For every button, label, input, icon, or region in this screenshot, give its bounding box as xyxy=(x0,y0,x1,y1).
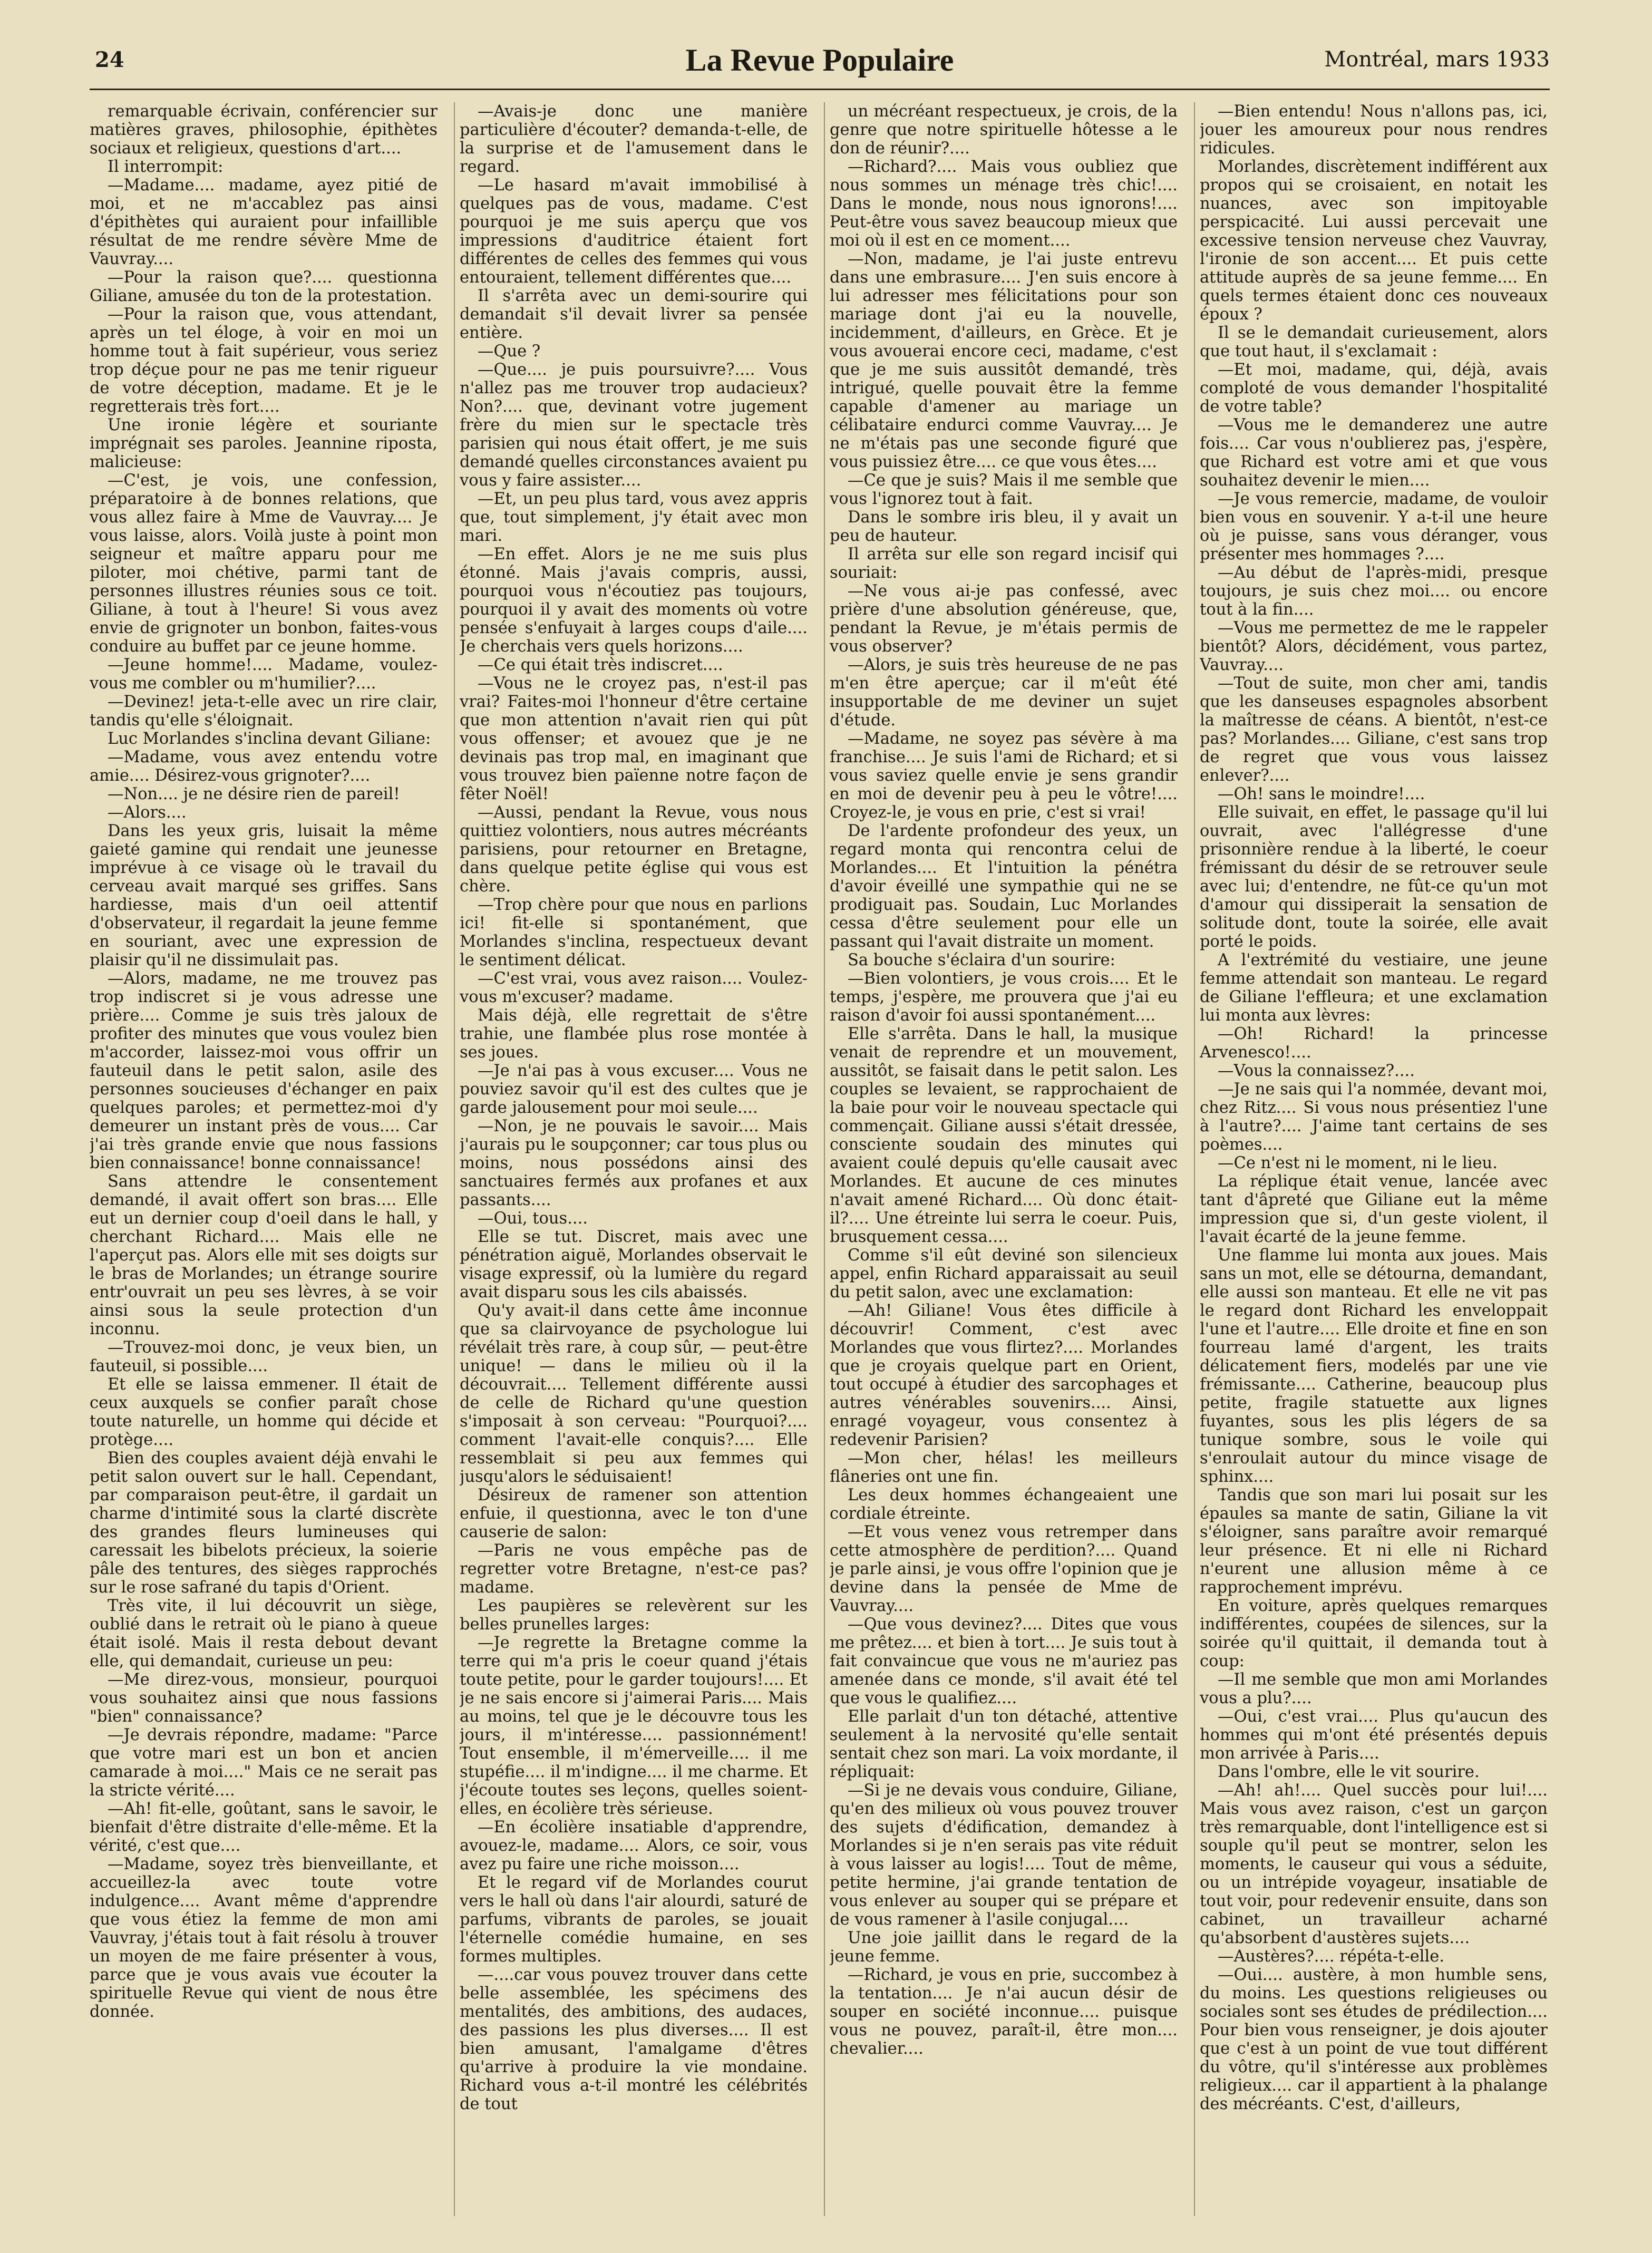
paragraph: Les deux hommes échangeaient une cordiale étreinte. xyxy=(830,1486,1178,1523)
paragraph: Les paupières se relevèrent sur les belles prunelles larges: xyxy=(460,1597,808,1634)
paragraph: —Tout de suite, mon cher ami, tandis que les danseuses espagnoles absorbent la maîtresse de céans. A bientôt, n'est-ce pas? Morlandes.... Giliane, c'est sans trop de regret que vous vous laissez enlever?.... xyxy=(1200,674,1548,785)
paragraph: —Et, un peu plus tard, vous avez appris que, tout simplement, j'y était avec mon mari. xyxy=(460,490,808,545)
paragraph: —Je vous remercie, madame, de vouloir bien vous en souvenir. Y a-t-il une heure où je puisse, sans vous déranger, vous présenter mes hommages ?.... xyxy=(1200,490,1548,564)
column-rule xyxy=(824,102,825,2216)
paragraph: Et elle se laissa emmener. Il était de ceux auxquels se confier paraît chose toute naturelle, un homme qui décide et protège.... xyxy=(90,1375,438,1449)
paragraph: —Bien entendu! Nous n'allons pas, ici, jouer les amoureux pour nous rendres ridicules. xyxy=(1200,102,1548,158)
paragraph: —Je regrette la Bretagne comme la terre qui m'a pris le coeur quand j'étais toute petite, pour le garder toujours!.... Et je ne sais encore si j'aimerai Paris.... Mais au moins, tel que je le découvre tous les jours, il m'intéresse.... passionnément! Tout ensemble, il m'émerveille.... il me stupéfie.... il m'indigne.... il me charme. Et j'écoute toutes ses leçons, quelles soient-elles, en écolière très sérieuse. xyxy=(460,1634,808,1818)
paragraph: —Devinez! jeta-t-elle avec un rire clair, tandis qu'elle s'éloignait. xyxy=(90,693,438,730)
paragraph: Dans le sombre iris bleu, il y avait un peu de hauteur. xyxy=(830,508,1178,545)
page-number: 24 xyxy=(95,47,124,72)
paragraph: —Ce qui était très indiscret.... xyxy=(478,656,723,674)
paragraph: —Au début de l'après-midi, presque toujours, je suis chez moi.... ou encore tout à la fin.... xyxy=(1200,564,1548,619)
paragraph: Une flamme lui monta aux joues. Mais sans un mot, elle se détourna, demandant, elle aussi son manteau. Et elle ne vit pas le regard dont Richard les enveloppait l'une et l'autre.... Elle droite et fine en son fourreau lamé d'argent, les traits délicatement fiers, modelés par une vie frémissante.... Catherine, beaucoup plus petite, fragile statuette aux lignes fuyantes, sous les plis légers de sa tunique sombre, sous le voile qui s'enroulait autour du mince visage de sphinx.... xyxy=(1200,1246,1548,1486)
paragraph: —Avais-je donc une manière particulière d'écouter? demanda-t-elle, de la surprise et de l'amusement dans le regard. xyxy=(460,102,808,176)
paragraph: Tandis que son mari lui posait sur les épaules sa mante de satin, Giliane la vit s'éloigner, sans paraître avoir remarqué leur présence. Et ni elle ni Richard n'eurent une allusion même à ce rapprochement imprévu. xyxy=(1200,1486,1548,1597)
paragraph: Elle suivait, en effet, le passage qu'il lui ouvrait, avec l'allégresse d'une prisonnière rendue à la liberté, le coeur frémissant du désir de se retrouver seule avec lui; d'entendre, ne fût-ce qu'un mot d'amour qui dissiperait la sensation de solitude dont, toute la soirée, elle avait porté le poids. xyxy=(1200,803,1548,951)
paragraph: Désireux de ramener son attention enfuie, il questionna, avec le ton d'une causerie de salon: xyxy=(460,1486,808,1541)
paragraph: —Me direz-vous, monsieur, pourquoi vous souhaitez ainsi que nous fassions "bien" connaissance? xyxy=(90,1671,438,1726)
paragraph: —Bien volontiers, je vous crois.... Et le temps, j'espère, me prouvera que j'ai eu raison d'avoir foi aussi spontanément.... xyxy=(830,969,1178,1025)
paragraph: —Pour la raison que, vous attendant, après un tel éloge, à voir en moi un homme tout à fait supérieur, vous seriez trop déçue pour ne pas me tenir rigueur de votre déception, madame. Et je le regretterais très fort.... xyxy=(90,305,438,416)
paragraph: Il s'arrêta avec un demi-sourire qui demandait s'il devait livrer sa pensée entière. xyxy=(460,287,808,342)
paragraph: —Mon cher, hélas! les meilleurs flâneries ont une fin. xyxy=(830,1449,1178,1486)
paragraph: —Madame, soyez très bienveillante, et accueillez-la avec toute votre indulgence.... Avant même d'apprendre que vous étiez la femme de mon ami Vauvray, j'étais tout à fait résolu à trouver un moyen de me faire présenter à vous, parce que je vous avais vue écouter la spirituelle Revue qui vient de nous être donnée. xyxy=(90,1855,438,2021)
paragraph: —....car vous pouvez trouver dans cette belle assemblée, les spécimens des mentalités, des ambitions, des audaces, des passions les plus diverses.... Il est bien amusant, l'amalgame d'êtres qu'arrive à produire la vie mondaine. Richard vous a-t-il montré les célébrités de tout xyxy=(460,1966,808,2113)
paragraph: Morlandes, discrètement indifférent aux propos qui se croisaient, en notait les nuances, avec son impitoyable perspicacité. Lui aussi percevait une excessive tension nerveuse chez Vauvray, l'ironie de son accent.... Et puis cette attitude auprès de sa jeune femme.... En quels termes étaient donc ces nouveaux époux ? xyxy=(1200,158,1548,324)
paragraph: —Vous me permettez de me le rappeler bientôt? Alors, décidément, vous partez, Vauvray.... xyxy=(1200,619,1548,674)
paragraph: Et le regard vif de Morlandes courut vers le hall où dans l'air alourdi, saturé de parfums, vibrants de paroles, se jouait l'éternelle comédie humaine, en ses formes multiples. xyxy=(460,1873,808,1966)
paragraph: —Oh! sans le moindre!.... xyxy=(1218,785,1425,803)
paragraph: —Alors, madame, ne me trouvez pas trop indiscret si je vous adresse une prière.... Comme je suis très jaloux de profiter des minutes que vous voulez bien m'accorder, laissez-moi vous offrir un fauteuil dans le petit salon, asile des personnes soucieuses d'échanger en paix quelques paroles; et permettez-moi d'y demeurer un instant près de vous.... Car j'ai très grande envie que nous fassions bien connaissance! bonne connaissance! xyxy=(90,969,438,1172)
paragraph: —Le hasard m'avait immobilisé à quelques pas de vous, madame. C'est pourquoi je me suis aperçu que vos impressions d'auditrice étaient fort différentes de celles des femmes qui vous entouraient, tellement différentes que.... xyxy=(460,176,808,287)
paragraph: —C'est, je vois, une confession, préparatoire à de bonnes relations, que vous allez faire à Mme de Vauvray.... Je vous laisse, alors. Voilà juste à point mon seigneur et maître apparu pour me piloter, moi chétive, parmi tant de personnes illustres réunies sous ce toit. Giliane, à tout à l'heure! Si vous avez envie de grignoter un bonbon, faites-vous conduire au buffet par ce jeune homme. xyxy=(90,471,438,656)
paragraph: Comme s'il eût deviné son silencieux appel, enfin Richard apparaissait au seuil du petit salon, avec une exclamation: xyxy=(830,1246,1178,1302)
masthead-rule xyxy=(90,89,1550,90)
paragraph: —Madame, ne soyez pas sévère à ma franchise.... Je suis l'ami de Richard; et si vous saviez quelle envie je sens grandir en moi de devenir peu à peu le vôtre!.... Croyez-le, je vous en prie, c'est si vrai! xyxy=(830,730,1178,822)
paragraph: —Je n'ai pas à vous excuser.... Vous ne pouviez savoir qu'il est des cultes que je garde jalousement pour moi seule.... xyxy=(460,1062,808,1117)
paragraph: —Il me semble que mon ami Morlandes vous a plu?.... xyxy=(1200,1671,1548,1707)
paragraph: —Paris ne vous empêche pas de regretter votre Bretagne, n'est-ce pas? madame. xyxy=(460,1541,808,1597)
paragraph: —Non.... je ne désire rien de pareil! xyxy=(108,785,400,803)
paragraph: —Si je ne devais vous conduire, Giliane, qu'en des milieux où vous pouvez trouver des sujets d'édification, demandez à Morlandes si je n'en serais pas vite réduit à vous laisser au logis!.... Tout de même, petite hermine, j'ai grande tentation de vous enlever au souper qui se prépare et de vous ramener à l'asile conjugal.... xyxy=(830,1781,1178,1929)
text-column-2 xyxy=(460,102,808,2216)
paragraph: —Non, je ne pouvais le savoir.... Mais j'aurais pu le soupçonner; car tous plus ou moins, nous possédons ainsi des sanctuaires fermés aux profanes et aux passants.... xyxy=(460,1117,808,1209)
paragraph: —Oui.... austère, à mon humble sens, du moins. Les questions religieuses ou sociales sont ses études de prédilection.... Pour bien vous renseigner, je dois ajouter que c'est à un point de vue tout différent du vôtre, qu'il s'intéresse aux problèmes religieux.... car il appartient à la phalange des mécréants. C'est, d'ailleurs, xyxy=(1200,1966,1548,2113)
paragraph: —Et moi, madame, qui, déjà, avais comploté de vous demander l'hospitalité de votre table? xyxy=(1200,361,1548,416)
paragraph: Elle parlait d'un ton détaché, attentive seulement à la nervosité qu'elle sentait sentait chez son mari. La voix mordante, il répliquait: xyxy=(830,1707,1178,1781)
paragraph: Bien des couples avaient déjà envahi le petit salon ouvert sur le hall. Cependant, par comparaison peut-être, il gardait un charme d'intimité sous la clarté discrète des grandes fleurs lumineuses qui caressait les bibelots précieux, la soierie pâle des tentures, des sièges rapprochés sur le rose safrané du tapis d'Orient. xyxy=(90,1449,438,1597)
paragraph: —Ah! ah!.... Quel succès pour lui!.... Mais vous avez raison, c'est un garçon très remarquable, dont l'intelligence est si souple qu'il peut se montrer, selon les moments, le causeur qui vous a séduite, ou un intrépide voyageur, insatiable de tout voir, pour redevenir ensuite, dans son cabinet, un travailleur acharné qu'absorbent d'austères sujets.... xyxy=(1200,1781,1548,1947)
paragraph: —Aussi, pendant la Revue, vous nous quittiez volontiers, nous autres mécréants parisiens, pour retourner en Bretagne, dans quelque petite église qui vous est chère. xyxy=(460,803,808,896)
paragraph: Dans les yeux gris, luisait la même gaieté gamine qui rendait une jeunesse imprévue à ce visage où le travail du cerveau avait marqué ses griffes. Sans hardiesse, mais d'un oeil attentif d'observateur, il regardait la jeune femme en souriant, avec une expression de plaisir qu'il ne dissimulait pas. xyxy=(90,822,438,969)
paragraph: Il se le demandait curieusement, alors que tout haut, il s'exclamait : xyxy=(1200,324,1548,361)
paragraph: Elle s'arrêta. Dans le hall, la musique venait de reprendre et un mouvement, aussitôt, se faisait dans le petit salon. Les couples se levaient, se rapprochaient de la baie pour voir le nouveau spectacle qui commençait. Giliane aussi s'était dressée, consciente soudain des minutes qui avaient coulé depuis qu'elle causait avec Morlandes. Et aucune de ces minutes n'avait amené Richard.... Où donc était-il?.... Une étreinte lui serra le coeur. Puis, brusquement cessa.... xyxy=(830,1025,1178,1246)
paragraph: —Vous la connaissez?.... xyxy=(1218,1062,1415,1080)
paragraph: Sa bouche s'éclaira d'un sourire: xyxy=(848,951,1115,969)
paragraph: —Ce que je suis? Mais il me semble que vous l'ignorez tout à fait. xyxy=(830,471,1178,508)
text-column-3 xyxy=(830,102,1178,2216)
paragraph: —Trop chère pour que nous en parlions ici! fit-elle si spontanément, que Morlandes s'inclina, respectueux devant le sentiment délicat. xyxy=(460,896,808,969)
column-rule xyxy=(454,102,455,2216)
paragraph: —Richard, je vous en prie, succombez à la tentation.... Je n'ai aucun désir de souper en société inconnue.... puisque vous ne pouvez, paraît-il, être mon.... chevalier.... xyxy=(830,1966,1178,2058)
paragraph: —Et vous venez vous retremper dans cette atmosphère de perdition?.... Quand je parle ainsi, je vous offre l'opinion que je devine dans la pensée de Mme de Vauvray.... xyxy=(830,1523,1178,1615)
paragraph: —Oui, c'est vrai.... Plus qu'aucun des hommes qui m'ont été présentés depuis mon arrivée à Paris.... xyxy=(1200,1707,1548,1763)
paragraph: —Que ? xyxy=(478,342,541,361)
paragraph: —Que.... je puis poursuivre?.... Vous n'allez pas me trouver trop audacieux? Non?.... que, devinant votre jugement frère du mien sur le spectacle très parisien qui nous était offert, je me suis demandé quelles circonstances avaient pu vous y faire assister.... xyxy=(460,361,808,490)
paragraph: —En écolière insatiable d'apprendre, avouez-le, madame.... Alors, ce soir, vous avez pu faire une riche moisson.... xyxy=(460,1818,808,1873)
paragraph: —Que vous devinez?.... Dites que vous me prêtez.... et bien à tort.... Je suis tout à fait convaincue que vous ne m'auriez pas amenée dans ce monde, s'il avait été tel que vous le qualifiez.... xyxy=(830,1615,1178,1707)
paragraph: Très vite, il lui découvrit un siège, oublié dans le retrait où le piano à queue était isolé. Mais il resta debout devant elle, qui demandait, curieuse un peu: xyxy=(90,1597,438,1671)
paragraph: remarquable écrivain, conférencier sur matières graves, philosophie, épithètes sociaux et religieux, questions d'art.... xyxy=(90,102,438,158)
paragraph: —Pour la raison que?.... questionna Giliane, amusée du ton de la protestation. xyxy=(90,268,438,305)
paragraph: —Oh! Richard! la princesse Arvenesco!.... xyxy=(1200,1025,1548,1062)
column-rule xyxy=(1194,102,1195,2216)
paragraph: —Ce n'est ni le moment, ni le lieu. xyxy=(1218,1154,1498,1172)
paragraph: Une joie jaillit dans le regard de la jeune femme. xyxy=(830,1929,1178,1966)
text-column-4 xyxy=(1200,102,1548,2216)
paragraph: —Richard?.... Mais vous oubliez que nous sommes un ménage très chic!.... Dans le monde, nous nous ignorons!.... Peut-être vous savez beaucoup mieux que moi où il est en ce moment.... xyxy=(830,158,1178,250)
paragraph: Elle se tut. Discret, mais avec une pénétration aiguë, Morlandes observait le visage expressif, où la lumière du regard avait disparu sous les cils abaissés. xyxy=(460,1228,808,1302)
paragraph: —Jeune homme!.... Madame, voulez-vous me combler ou m'humilier?.... xyxy=(90,656,438,693)
paragraph: —Je ne sais qui l'a nommée, devant moi, chez Ritz.... Si vous nous présentiez l'une à l'autre?.... J'aime tant certains de ses poèmes.... xyxy=(1200,1080,1548,1154)
paragraph: —Je devrais répondre, madame: "Parce que votre mari est un bon et ancien camarade à moi...." Mais ce ne serait pas la stricte vérité.... xyxy=(90,1726,438,1800)
paragraph: En voiture, après quelques remarques indifférentes, coupées de silences, sur la soirée qu'il quittait, il demanda tout à coup: xyxy=(1200,1597,1548,1671)
paragraph: —Oui, tous.... xyxy=(478,1209,588,1228)
journal-title: La Revue Populaire xyxy=(685,43,954,77)
paragraph: Il arrêta sur elle son regard incisif qui souriait: xyxy=(830,545,1178,582)
paragraph: —Madame, vous avez entendu votre amie.... Désirez-vous grignoter?.... xyxy=(90,748,438,785)
paragraph: Une ironie légère et souriante imprégnait ses paroles. Jeannine riposta, malicieuse: xyxy=(90,416,438,471)
masthead xyxy=(90,43,1550,78)
text-column-1 xyxy=(90,102,438,2216)
paragraph: Luc Morlandes s'inclina devant Giliane: xyxy=(108,730,431,748)
paragraph: De l'ardente profondeur des yeux, un regard monta qui rencontra celui de Morlandes.... Et l'intuition la pénétra d'avoir éveillé une sympathie qui ne se prodiguait pas. Soudain, Luc Morlandes cessa d'être seulement pour elle un passant qui l'avait distraite un moment. xyxy=(830,822,1178,951)
paragraph: —C'est vrai, vous avez raison.... Voulez-vous m'excuser? madame. xyxy=(460,969,808,1006)
paragraph: —Austères?.... répéta-t-elle. xyxy=(1218,1947,1445,1966)
paragraph: —Ah! Giliane! Vous êtes difficile à découvrir! Comment, c'est avec Morlandes que vous flirtez?.... Morlandes que je croyais quelque part en Orient, tout occupé à étudier des sarcophages et autres vénérables souvenirs.... Ainsi, enragé voyageur, vous consentez à redevenir Parisien? xyxy=(830,1302,1178,1449)
paragraph: —Ne vous ai-je pas confessé, avec prière d'une absolution généreuse, que, pendant la Revue, je m'étais permis de vous observer? xyxy=(830,582,1178,656)
paragraph: —Alors, je suis très heureuse de ne pas m'en être aperçue; car il m'eût été insupportable de me deviner un sujet d'étude. xyxy=(830,656,1178,730)
paragraph: Il interrompit: xyxy=(108,158,223,176)
paragraph: —Alors.... xyxy=(108,803,187,822)
paragraph: —Madame.... madame, ayez pitié de moi, et ne m'accablez pas ainsi d'épithètes qui auraient pour infaillible résultat de me rendre sévère Mme de Vauvray.... xyxy=(90,176,438,268)
paragraph: La réplique était venue, lancée avec tant d'âpreté que Giliane eut la même impression que si, d'un geste violent, il l'avait écarté de la jeune femme. xyxy=(1200,1172,1548,1246)
paragraph: Sans attendre le consentement demandé, il avait offert son bras.... Elle eut un dernier coup d'oeil dans le hall, y cherchant Richard.... Mais elle ne l'aperçut pas. Alors elle mit ses doigts sur le bras de Morlandes; un étrange sourire entr'ouvrait un peu ses lèvres, à se voir ainsi sous la seule protection d'un inconnu. xyxy=(90,1172,438,1338)
paragraph: —Ah! fit-elle, goûtant, sans le savoir, le bienfait d'être distraite d'elle-même. Et la vérité, c'est que.... xyxy=(90,1800,438,1855)
paragraph: A l'extrémité du vestiaire, une jeune femme attendait son manteau. Le regard de Giliane l'effleura; et une exclamation lui monta aux lèvres: xyxy=(1200,951,1548,1025)
paragraph: —Vous me le demanderez une autre fois.... Car vous n'oublierez pas, j'espère, que Richard est votre ami et que vous souhaitez devenir le mien.... xyxy=(1200,416,1548,490)
dateline: Montréal, mars 1933 xyxy=(1324,47,1550,72)
paragraph: —Non, madame, je l'ai juste entrevu dans une embrasure.... J'en suis encore à lui adresser mes félicitations pour son mariage dont j'ai eu la nouvelle, incidemment, d'ailleurs, en Grèce. Et je vous avouerai encore ceci, madame, c'est que je me suis aussitôt demandé, très intrigué, quelle pouvait être la femme capable d'amener au mariage un célibataire endurci comme Vauvray.... Je ne m'étais pas une seconde figuré que vous puissiez être.... ce que vous êtes.... xyxy=(830,250,1178,471)
paragraph: —En effet. Alors je ne me suis plus étonné. Mais j'avais compris, aussi, pourquoi vous n'écoutiez pas toujours, pourquoi il y avait des moments où votre pensée s'enfuyait à larges coups d'aile.... Je cherchais vers quels horizons.... xyxy=(460,545,808,656)
paragraph: Mais déjà, elle regrettait de s'être trahie, une flambée plus rose montée à ses joues. xyxy=(460,1006,808,1062)
paragraph: —Trouvez-moi donc, je veux bien, un fauteuil, si possible.... xyxy=(90,1338,438,1375)
paragraph: Dans l'ombre, elle le vit sourire. xyxy=(1218,1763,1480,1781)
paragraph: un mécréant respectueux, je crois, de la genre que notre spirituelle hôtesse a le don de réunir?.... xyxy=(830,102,1178,158)
paragraph: —Vous ne le croyez pas, n'est-il pas vrai? Faites-moi l'honneur d'être certaine que mon attention n'avait rien qui pût vous offenser; et avouez que je ne devinais pas trop mal, en imaginant que vous trouvez bien païenne notre façon de fêter Noël! xyxy=(460,674,808,803)
paragraph: Qu'y avait-il dans cette âme inconnue que sa clairvoyance de psychologue lui révélait très rare, à coup sûr, — peut-être unique! — dans le milieu où il la découvrait.... Tellement différente aussi de celle de Richard qu'une question s'imposait à son cerveau: "Pourquoi?.... comment l'avait-elle conquis?.... Elle ressemblait si peu aux femmes qui jusqu'alors le séduisaient! xyxy=(460,1302,808,1486)
